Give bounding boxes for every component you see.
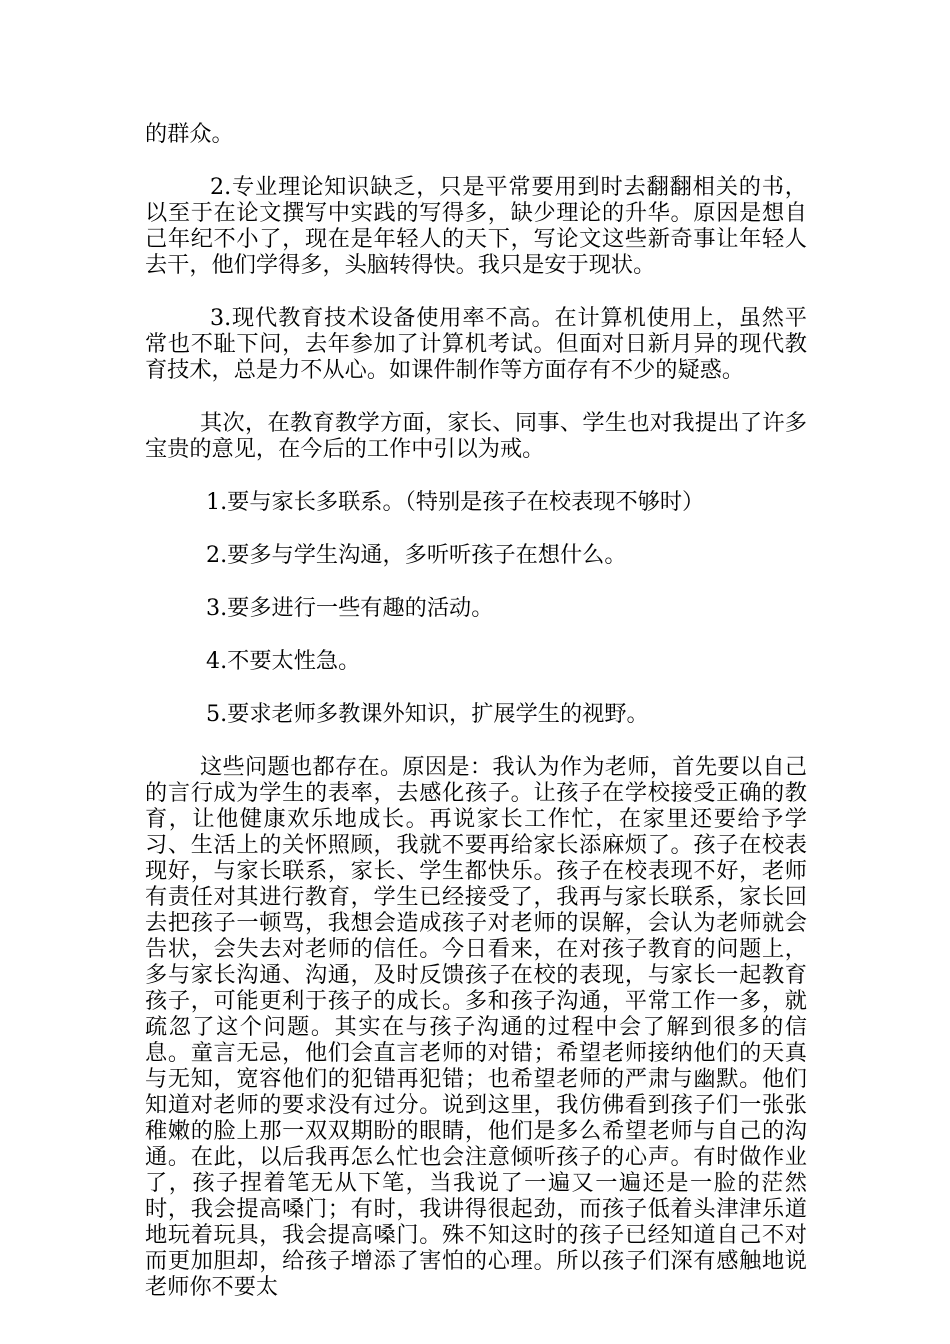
- paragraph-theory-knowledge: 2.专业理论知识缺乏，只是平常要用到时去翻翻相关的书，以至于在论文撰写中实践的写得多，缺少理论的升华。原因是想自己年纪不小了，现在是年轻人的天下，写论文这些新奇事让年轻人去干，他们学得多，头脑转得快。我只是安于现状。: [145, 174, 807, 278]
- list-item-4: 4.不要太性急。: [206, 648, 361, 674]
- list-item-3: 3.要多进行一些有趣的活动。: [206, 595, 494, 621]
- paragraph-technology-use: 3.现代教育技术设备使用率不高。在计算机使用上，虽然平常也不耻下问，去年参加了计算机考试。但面对日新月异的现代教育技术，总是力不从心。如课件制作等方面存有不少的疑惑。: [145, 305, 807, 383]
- paragraph-feedback-intro: 其次，在教育教学方面，家长、同事、学生也对我提出了许多宝贵的意见，在今后的工作中引以为戒。: [145, 410, 807, 462]
- paragraph-reflection: 这些问题也都存在。原因是：我认为作为老师，首先要以自己的言行成为学生的表率，去感化孩子。让孩子在学校接受正确的教育，让他健康欢乐地成长。再说家长工作忙，在家里还要给予学习、生活上的关怀照顾，我就不要再给家长添麻烦了。孩子在校表现好，与家长联系，家长、学生都快乐。孩子在校表现不好，老师有责任对其进行教育，学生已经接受了，我再与家长联系，家长回去把孩子一顿骂，我想会造成孩子对老师的误解，会认为老师就会告状，会失去对老师的信任。今日看来，在对孩子教育的问题上，多与家长沟通、沟通，及时反馈孩子在校的表现，与家长一起教育孩子，可能更利于孩子的成长。多和孩子沟通，平常工作一多，就疏忽了这个问题。其实在与孩子沟通的过程中会了解到很多的信息。童言无忌，他们会直言老师的对错；希望老师接纳他们的天真与无知，宽容他们的犯错再犯错；也希望老师的严肃与幽默。他们知道对老师的要求没有过分。说到这里，我仿佛看到孩子们一张张稚嫩的脸上那一双双期盼的眼睛，他们是多么希望老师与自己的沟通。在此，以后我再怎么忙也会注意倾听孩子的心声。有时做作业了，孩子捏着笔无从下笔，当我说了一遍又一遍还是一脸的茫然时，我会提高嗓门；有时，我讲得很起劲，而孩子低着头津津乐道地玩着玩具，我会提高嗓门。殊不知这时的孩子已经知道自己不对而更加胆却，给孩子增添了害怕的心理。所以孩子们深有感触地说老师你不要太: [145, 754, 807, 1300]
- list-item-5: 5.要求老师多教课外知识，扩展学生的视野。: [206, 701, 649, 727]
- list-item-1: 1.要与家长多联系。（特别是孩子在校表现不够时）: [206, 489, 705, 515]
- paragraph-continuation: 的群众。: [145, 121, 234, 147]
- document-body: [145, 121, 807, 1300]
- list-item-2: 2.要多与学生沟通，多听听孩子在想什么。: [206, 542, 627, 568]
